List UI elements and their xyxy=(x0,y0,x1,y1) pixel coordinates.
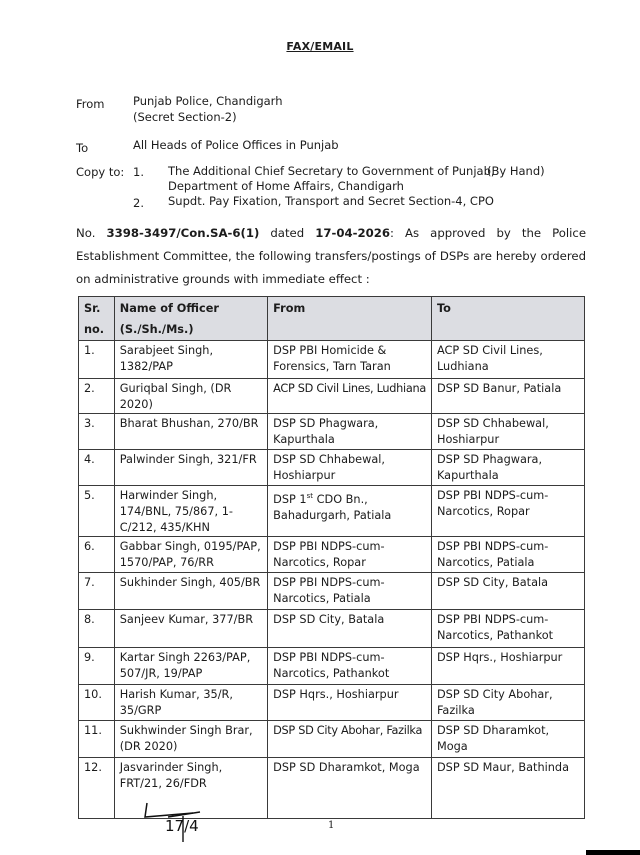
copy-to-item-1-note: (By Hand) xyxy=(487,164,545,178)
cell-sr: 11. xyxy=(79,721,115,758)
table-row xyxy=(79,450,585,486)
cell-name: Jasvarinder Singh, FRT/21, 26/FDR xyxy=(114,758,267,819)
order-dated-label: dated xyxy=(270,226,305,240)
cell-name: Guriqbal Singh, (DR 2020) xyxy=(114,379,267,414)
table-row xyxy=(79,721,585,758)
header-sr-no xyxy=(79,297,115,341)
table-row xyxy=(79,537,585,573)
copy-to-item-2-number: 2. xyxy=(133,196,144,210)
table-row xyxy=(79,379,585,414)
table-row xyxy=(79,573,585,610)
from-value xyxy=(133,93,282,125)
copy-to-item-1-line2: Department of Home Affairs, Chandigarh xyxy=(168,178,404,193)
cell-from: DSP Hqrs., Hoshiarpur xyxy=(268,685,432,721)
transfers-table xyxy=(78,296,585,819)
copy-to-label: Copy to: xyxy=(76,165,125,179)
cell-from: DSP SD Dharamkot, Moga xyxy=(268,758,432,819)
cell-from-part: DSP 1 xyxy=(273,492,307,506)
header-name-line2: (S./Sh./Ms.) xyxy=(119,323,194,336)
cell-name: Kartar Singh 2263/PAP, 507/JR, 19/PAP xyxy=(114,648,267,685)
cell-from-part: CDO Bn., Bahadurgarh, Patiala xyxy=(273,492,392,522)
header-from: From xyxy=(268,297,432,341)
cell-sr: 12. xyxy=(79,758,115,819)
cell-sr: 4. xyxy=(79,450,115,486)
cell-to: DSP SD City Abohar, Fazilka xyxy=(431,685,584,721)
cell-from: ACP SD Civil Lines, Ludhiana xyxy=(268,379,432,414)
cell-name: Gabbar Singh, 0195/PAP, 1570/PAP, 76/RR xyxy=(114,537,267,573)
from-label: From xyxy=(76,97,105,111)
cell-sr: 1. xyxy=(79,341,115,379)
copy-to-item-1 xyxy=(168,164,495,193)
order-paragraph xyxy=(76,222,586,291)
copy-to-item-1-number: 1. xyxy=(133,165,144,179)
cell-sr: 3. xyxy=(79,414,115,450)
table-row xyxy=(79,610,585,648)
svg-text:17/4: 17/4 xyxy=(165,817,199,835)
cell-name: Harish Kumar, 35/R, 35/GRP xyxy=(114,685,267,721)
header-sr-line1: Sr. xyxy=(84,302,101,315)
table-row xyxy=(79,341,585,379)
cell-to: DSP SD City, Batala xyxy=(431,573,584,610)
cell-sr: 2. xyxy=(79,379,115,414)
to-value: All Heads of Police Offices in Punjab xyxy=(133,138,339,152)
order-prefix: No. xyxy=(76,226,96,240)
cell-to: DSP SD Banur, Patiala xyxy=(431,379,584,414)
cell-from: DSP SD Chhabewal, Hoshiarpur xyxy=(268,450,432,486)
table-header-row xyxy=(79,297,585,341)
header-to: To xyxy=(431,297,584,341)
cell-sr: 10. xyxy=(79,685,115,721)
cell-from: DSP SD City, Batala xyxy=(268,610,432,648)
header-name-line1: Name of Officer xyxy=(119,302,219,315)
cell-to: DSP SD Maur, Bathinda xyxy=(431,758,584,819)
signature-icon xyxy=(143,795,233,845)
cell-to: DSP Hqrs., Hoshiarpur xyxy=(431,648,584,685)
cell-to: DSP PBI NDPS-cum-Narcotics, Pathankot xyxy=(431,610,584,648)
cell-to: DSP SD Dharamkot, Moga xyxy=(431,721,584,758)
cell-from-superscript: st xyxy=(306,492,314,500)
cell-name: Sukhinder Singh, 405/BR xyxy=(114,573,267,610)
scan-edge-artifact xyxy=(586,850,640,855)
cell-from xyxy=(268,486,432,537)
order-date: 17-04-2026 xyxy=(315,226,390,240)
order-number: 3398-3497/Con.SA-6(1) xyxy=(106,226,260,240)
cell-sr: 8. xyxy=(79,610,115,648)
page-number: 1 xyxy=(328,820,335,831)
header-officer-name xyxy=(114,297,267,341)
cell-name: Sanjeev Kumar, 377/BR xyxy=(114,610,267,648)
cell-sr: 9. xyxy=(79,648,115,685)
cell-name: Palwinder Singh, 321/FR xyxy=(114,450,267,486)
cell-name: Sukhwinder Singh Brar, (DR 2020) xyxy=(114,721,267,758)
cell-name: Harwinder Singh, 174/BNL, 75/867, 1-C/212, 435/KHN xyxy=(114,486,267,537)
table-row xyxy=(79,486,585,537)
copy-to-item-2: Supdt. Pay Fixation, Transport and Secret Section-4, CPO xyxy=(168,194,494,208)
cell-to: DSP SD Phagwara, Kapurthala xyxy=(431,450,584,486)
copy-to-item-1-line1: The Additional Chief Secretary to Government of Punjab, xyxy=(168,164,495,178)
table-row xyxy=(79,685,585,721)
cell-from: DSP SD Phagwara, Kapurthala xyxy=(268,414,432,450)
cell-sr: 7. xyxy=(79,573,115,610)
cell-to: DSP PBI NDPS-cum-Narcotics, Patiala xyxy=(431,537,584,573)
from-line1: Punjab Police, Chandigarh xyxy=(133,94,283,108)
cell-from: DSP PBI NDPS-cum-Narcotics, Ropar xyxy=(268,537,432,573)
cell-sr: 6. xyxy=(79,537,115,573)
table-row xyxy=(79,414,585,450)
handwritten-initials xyxy=(143,795,233,848)
cell-to: ACP SD Civil Lines, Ludhiana xyxy=(431,341,584,379)
cell-name: Sarabjeet Singh, 1382/PAP xyxy=(114,341,267,379)
cell-name: Bharat Bhushan, 270/BR xyxy=(114,414,267,450)
cell-from: DSP PBI NDPS-cum-Narcotics, Pathankot xyxy=(268,648,432,685)
cell-to: DSP SD Chhabewal, Hoshiarpur xyxy=(431,414,584,450)
document-title: FAX/EMAIL xyxy=(286,40,354,53)
table-row xyxy=(79,648,585,685)
cell-sr: 5. xyxy=(79,486,115,537)
cell-from: DSP PBI NDPS-cum-Narcotics, Patiala xyxy=(268,573,432,610)
order-text: : As approved by the Police Establishment Committee, the following transfers/postings of DSPs are hereby ordered on administrative grounds with immediate effect : xyxy=(76,226,587,286)
header-sr-line2: no. xyxy=(84,323,105,336)
cell-from: DSP PBI Homicide & Forensics, Tarn Taran xyxy=(268,341,432,379)
to-label: To xyxy=(76,141,89,155)
cell-from: DSP SD City Abohar, Fazilka xyxy=(268,721,432,758)
from-line2: (Secret Section-2) xyxy=(133,110,237,124)
cell-to: DSP PBI NDPS-cum-Narcotics, Ropar xyxy=(431,486,584,537)
